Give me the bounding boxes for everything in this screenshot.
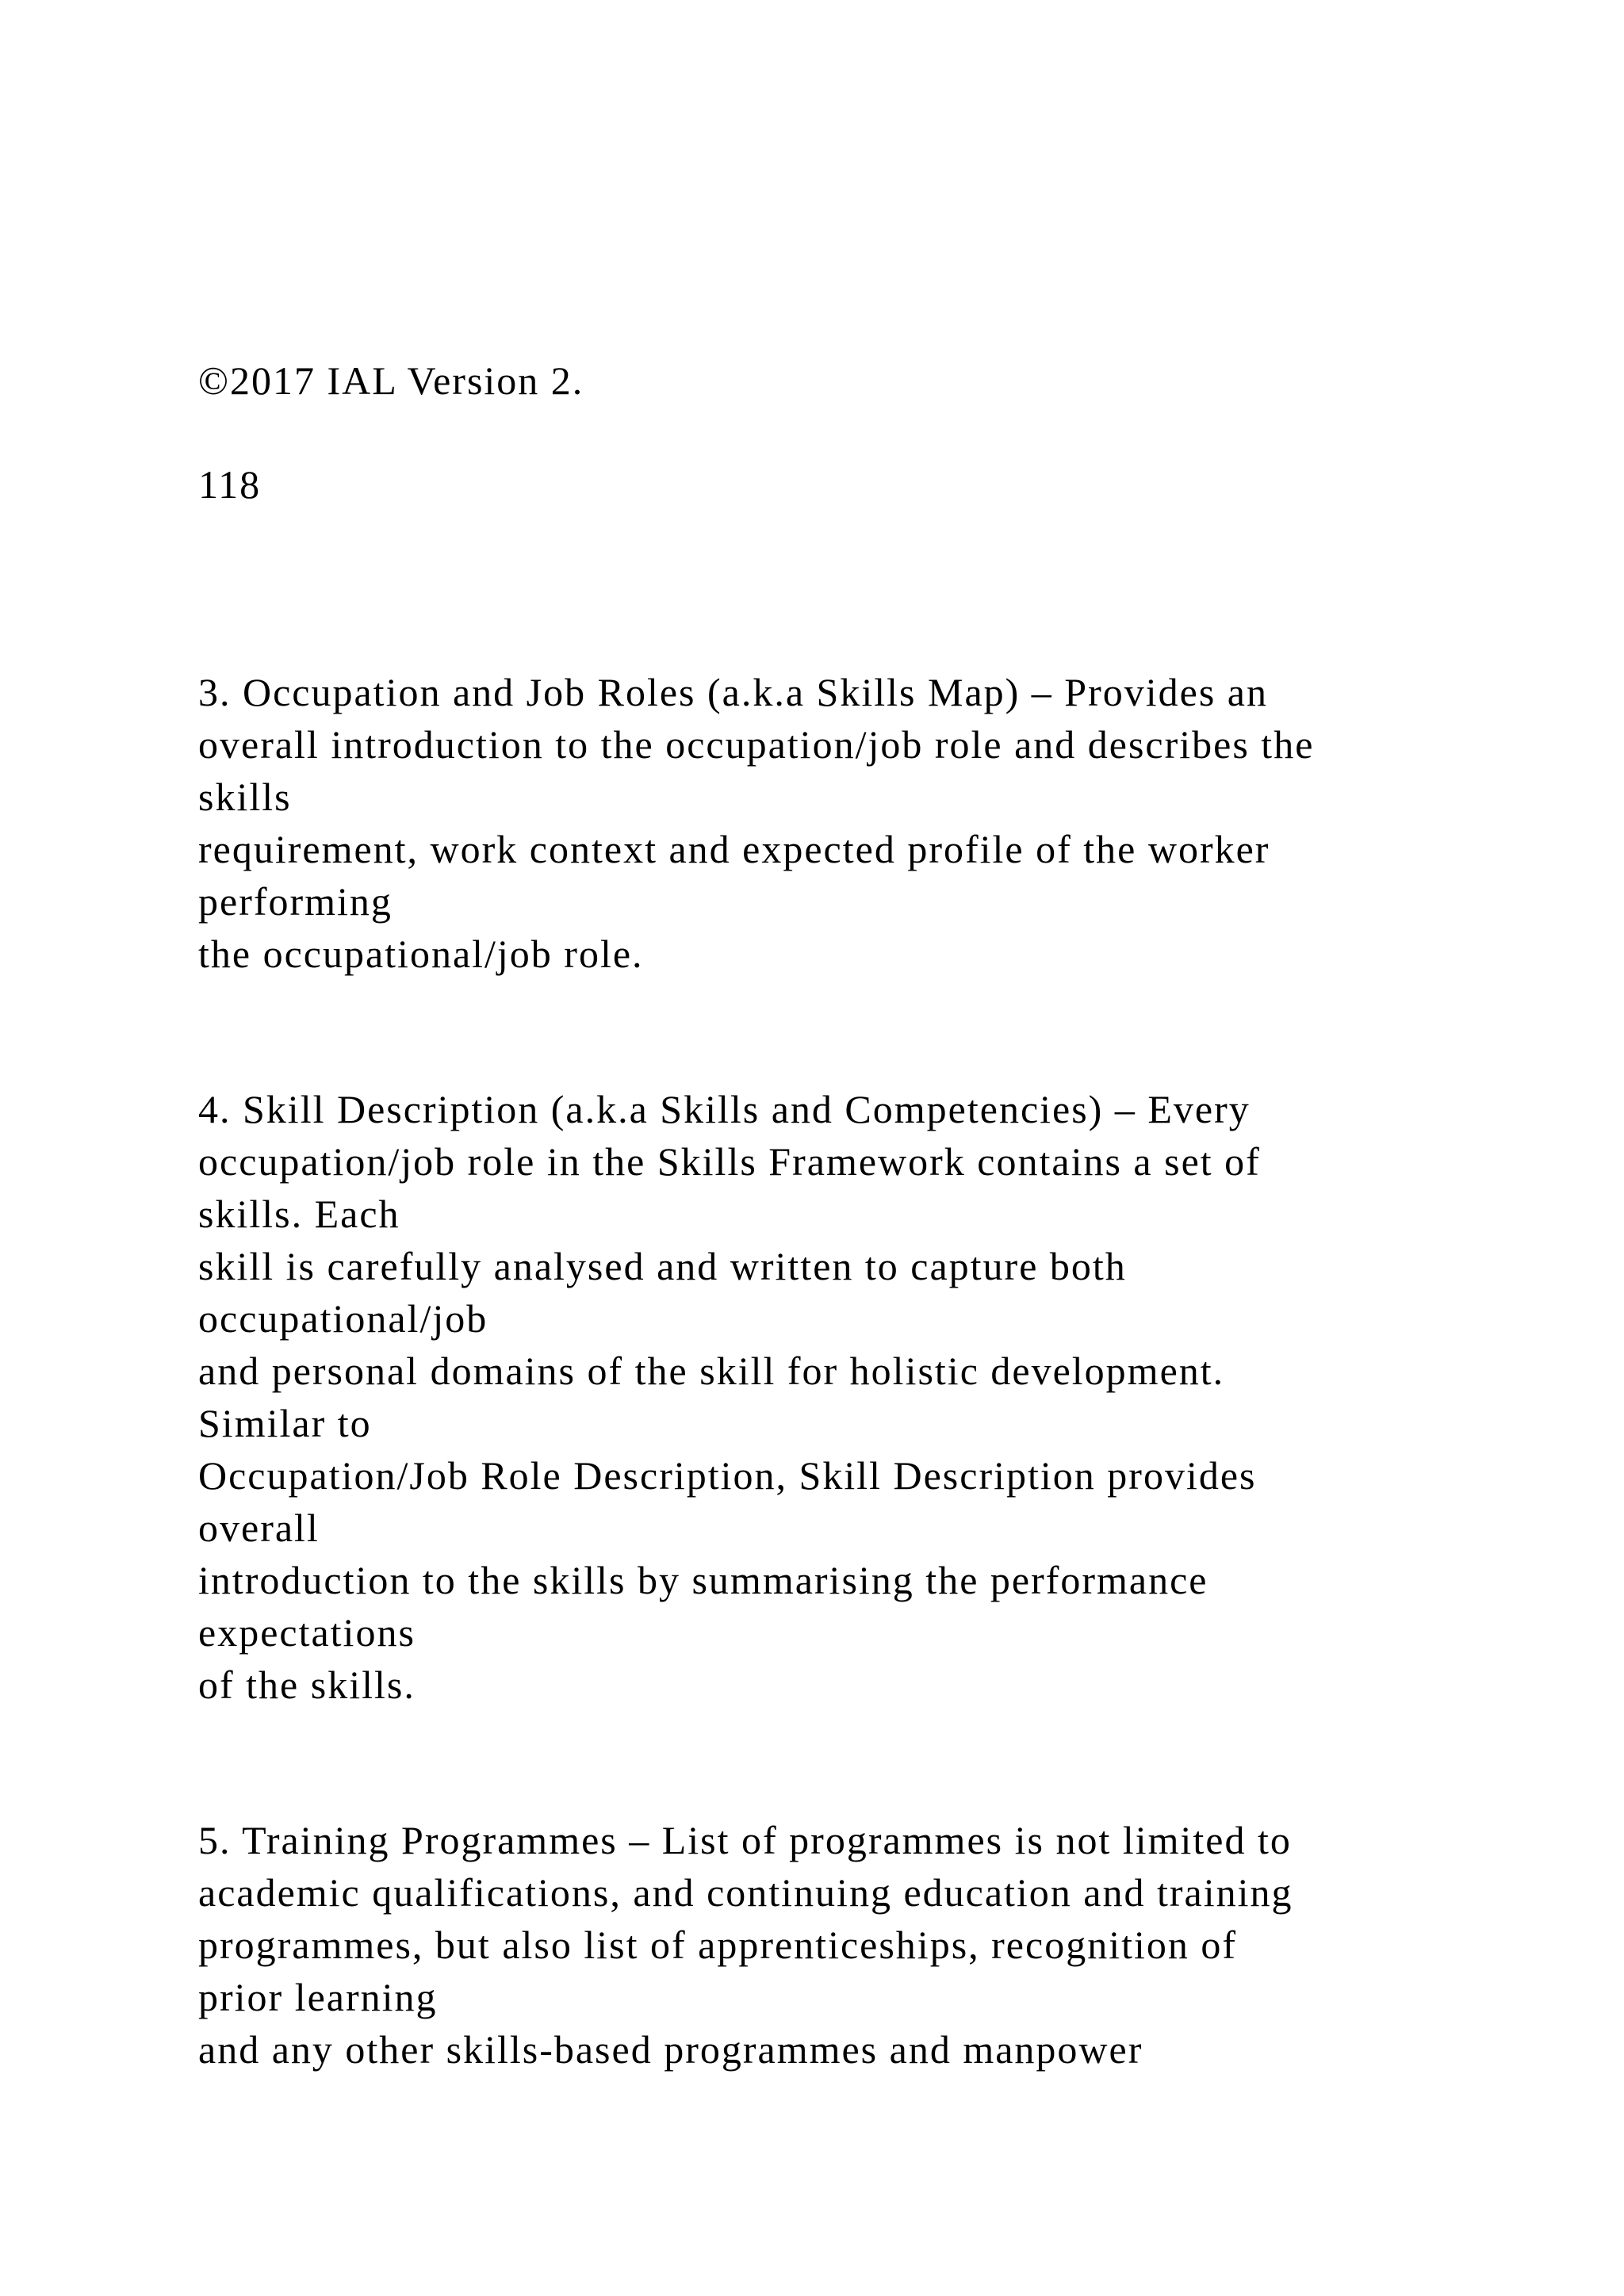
text-line: of the skills. xyxy=(198,1663,416,1707)
text-line: skill is carefully analysed and written to capture both xyxy=(198,1244,1127,1288)
text-line: the occupational/job role. xyxy=(198,932,644,976)
text-line: 3. Occupation and Job Roles (a.k.a Skills Map) – Provides an xyxy=(198,670,1268,714)
text-line: overall introduction to the occupation/job role and describes the xyxy=(198,722,1315,767)
text-line: skills xyxy=(198,775,292,819)
copyright-line: ©2017 IAL Version 2. xyxy=(198,358,584,403)
page-number: 118 xyxy=(198,462,262,507)
text-line: academic qualifications, and continuing education and training xyxy=(198,1870,1293,1915)
text-line: expectations xyxy=(198,1610,416,1655)
text-line: programmes, but also list of apprenticeships, recognition of xyxy=(198,1923,1238,1967)
text-line: performing xyxy=(198,879,393,924)
text-line: and any other skills-based programmes and manpower xyxy=(198,2027,1143,2072)
text-line: occupation/job role in the Skills Framework contains a set of xyxy=(198,1139,1261,1184)
text-line: overall xyxy=(198,1506,320,1550)
text-line: 5. Training Programmes – List of programmes is not limited to xyxy=(198,1818,1292,1862)
text-line: Similar to xyxy=(198,1401,372,1445)
text-line: Occupation/Job Role Description, Skill Description provides xyxy=(198,1453,1257,1498)
text-line: requirement, work context and expected profile of the worker xyxy=(198,827,1270,871)
text-line: and personal domains of the skill for holistic development. xyxy=(198,1349,1225,1393)
text-line: prior learning xyxy=(198,1975,438,2019)
text-line: introduction to the skills by summarising the performance xyxy=(198,1558,1208,1602)
text-line: skills. Each xyxy=(198,1192,400,1236)
text-line: occupational/job xyxy=(198,1296,488,1341)
text-line: 4. Skill Description (a.k.a Skills and Competencies) – Every xyxy=(198,1087,1251,1131)
